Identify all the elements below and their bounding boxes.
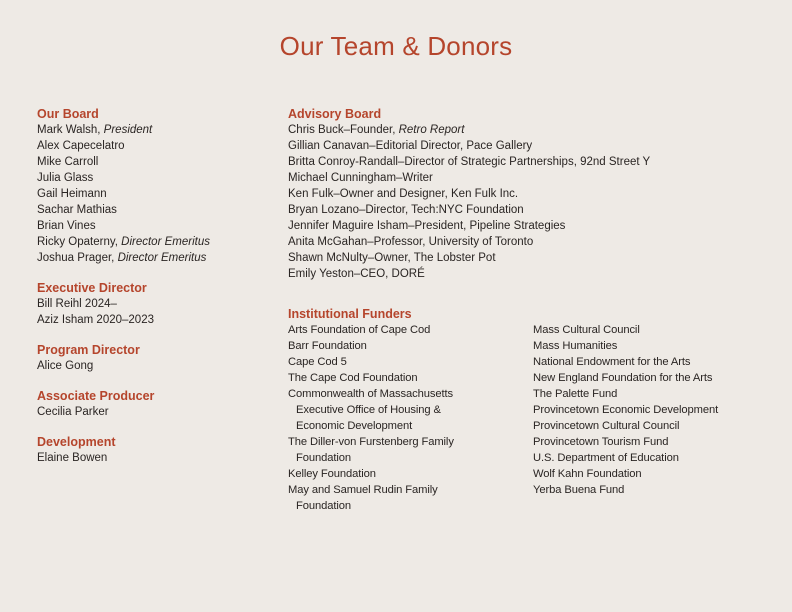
advisory-section [288,106,758,282]
advisory-member: Shawn McNulty–Owner, The Lobster Pot [288,252,496,264]
funder-item: Foundation [296,500,351,512]
board-member-name: Alex Capecelatro [37,140,125,152]
program-director-section [37,342,277,374]
funder-item: The Diller-von Furstenberg Family [288,436,454,448]
executive-director-line: Bill Reihl 2024– [37,298,117,310]
board-member [37,250,277,266]
board-member-name: Julia Glass [37,172,94,184]
funder-item: U.S. Department of Education [533,452,679,464]
funder-item: Mass Humanities [533,340,618,352]
advisory-member [288,122,758,138]
funder-item: The Cape Cod Foundation [288,372,418,384]
board-member-name: Joshua Prager [37,252,112,264]
funders-heading-spacer [533,306,783,322]
executive-director-section [37,280,277,328]
funders-heading: Institutional Funders [288,307,412,321]
funder-item: Yerba Buena Fund [533,484,625,496]
page-title: Our Team & Donors [279,31,513,61]
program-director-heading: Program Director [37,343,140,357]
development-section [37,434,277,466]
funder-item: Provincetown Tourism Fund [533,436,669,448]
advisory-member: Jennifer Maguire Isham–President, Pipeline Strategies [288,220,566,232]
funder-item: Cape Cod 5 [288,356,347,368]
board-member-name: Gail Heimann [37,188,107,200]
funder-item: Barr Foundation [288,340,367,352]
board-member [37,170,277,186]
board-member-separator: , [97,124,104,136]
associate-producer-name: Cecilia Parker [37,406,109,418]
board-member [37,218,277,234]
funder-item: Provincetown Cultural Council [533,420,680,432]
board-member-name: Mike Carroll [37,156,99,168]
program-director-name: Alice Gong [37,360,94,372]
funder-item: New England Foundation for the Arts [533,372,713,384]
funder-item: National Endowment for the Arts [533,356,691,368]
funder-item: Executive Office of Housing & [296,404,441,416]
funder-item: Commonwealth of Massachusetts [288,388,453,400]
advisory-member: Britta Conroy-Randall–Director of Strategic Partnerships, 92nd Street Y [288,156,651,168]
board-list [37,122,277,266]
executive-director-line: Aziz Isham 2020–2023 [37,314,154,326]
funder-item: Wolf Kahn Foundation [533,468,642,480]
development-heading: Development [37,435,116,449]
board-member-name: Brian Vines [37,220,96,232]
advisory-member: Anita McGahan–Professor, University of Toronto [288,236,534,248]
board-section [37,106,277,266]
board-member-role: Director Emeritus [117,252,207,264]
advisory-member-text: Chris Buck–Founder, [288,124,399,136]
board-member-name: Mark Walsh [37,124,98,136]
funders-list-1 [288,322,528,514]
associate-producer-heading: Associate Producer [37,389,155,403]
funder-item: Provincetown Economic Development [533,404,719,416]
advisory-member: Gillian Canavan–Editorial Director, Pace Gallery [288,140,533,152]
board-member [37,122,277,138]
advisory-list [288,138,758,282]
advisory-member-org: Retro Report [398,124,465,136]
board-member-name: Ricky Opaterny [37,236,115,248]
funders-column-2 [533,306,783,498]
board-member-separator: , [111,252,118,264]
board-heading: Our Board [37,107,99,121]
board-member [37,154,277,170]
advisory-heading: Advisory Board [288,107,382,121]
funder-item: Arts Foundation of Cape Cod [288,324,431,336]
board-member-separator: , [114,236,122,248]
executive-director-heading: Executive Director [37,281,147,295]
board-member-name: Sachar Mathias [37,204,117,216]
funder-item: Kelley Foundation [288,468,376,480]
advisory-member: Ken Fulk–Owner and Designer, Ken Fulk Inc. [288,188,519,200]
funder-item: May and Samuel Rudin Family [288,484,438,496]
funder-item: Economic Development [296,420,413,432]
funder-item: Foundation [296,452,351,464]
development-name: Elaine Bowen [37,452,108,464]
board-member [37,202,277,218]
board-member-role: President [103,124,153,136]
advisory-member: Michael Cunningham–Writer [288,172,433,184]
left-column [37,106,277,480]
advisory-member: Emily Yeston–CEO, DORÉ [288,268,425,280]
board-member [37,234,277,250]
advisory-member: Bryan Lozano–Director, Tech:NYC Foundation [288,204,524,216]
associate-producer-section [37,388,277,420]
board-member-role: Director Emeritus [121,236,210,248]
funders-list-2 [533,322,783,498]
board-member [37,186,277,202]
funder-item: Mass Cultural Council [533,324,640,336]
board-member [37,138,277,154]
funder-item: The Palette Fund [533,388,618,400]
funders-column-1 [288,306,528,514]
